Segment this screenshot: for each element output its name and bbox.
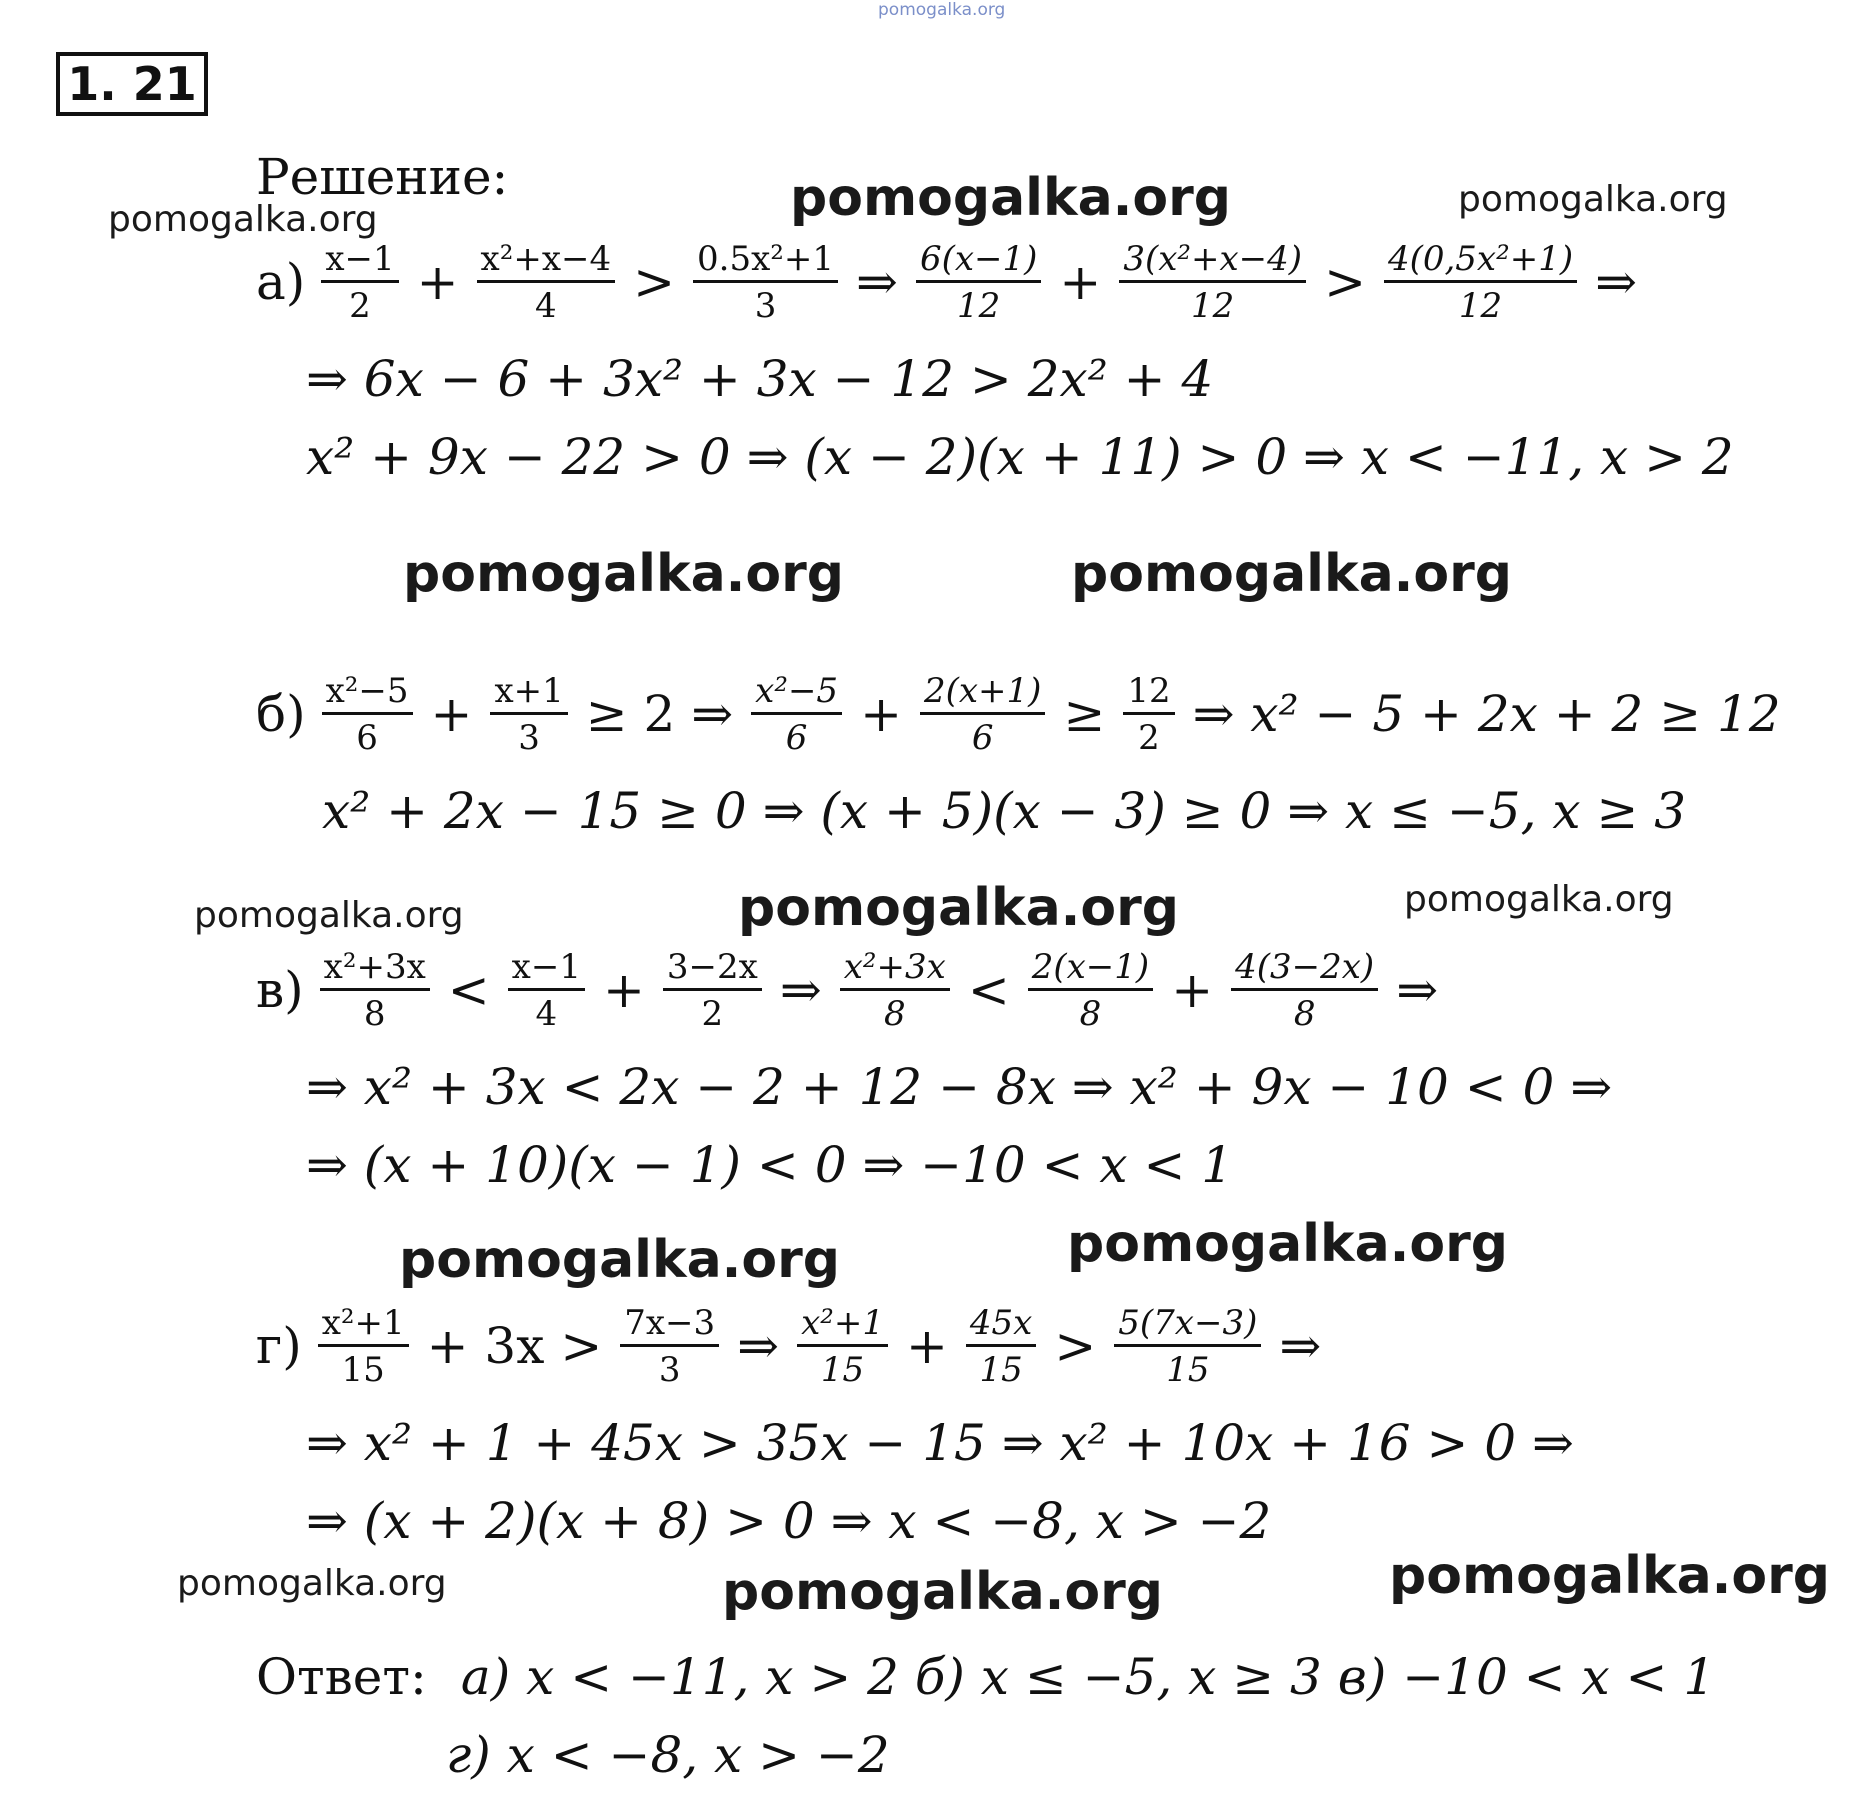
fraction: $\frac{4(3-2x)}{8}$ [1231, 950, 1378, 1031]
implies-arrow: ⇒ [1279, 1317, 1322, 1375]
part-v-line-2: ⇒ x² + 3x < 2x − 2 + 12 − 8x ⇒ x² + 9x − 10 < 0 ⇒ [306, 1058, 1613, 1116]
fraction: $\frac{\text{x²−5}}{6}$ [322, 674, 413, 755]
part-b-line-1 [256, 664, 1791, 764]
operator: < [967, 961, 1010, 1019]
watermark: pomogalka.org [738, 878, 1180, 938]
answer-text: а) x < −11, x > 2 б) x ≤ −5, x ≥ 3 в) −10 < x < 1 [460, 1648, 1716, 1706]
part-v-label: в) [256, 961, 304, 1019]
part-g-line-2: ⇒ x² + 1 + 45x > 35x − 15 ⇒ x² + 10x + 16 > 0 ⇒ [306, 1414, 1574, 1472]
answer-label: Ответ: [256, 1648, 427, 1706]
operator: + [1171, 961, 1214, 1019]
watermark: pomogalka.org [194, 895, 464, 936]
fraction: $\frac{\text{x²+3x}}{8}$ [840, 950, 950, 1031]
implies-arrow: ⇒ [737, 1317, 780, 1375]
problem-number-box [56, 52, 208, 116]
operator: ≥ 2 ⇒ [585, 685, 734, 743]
part-g-label: г) [256, 1317, 302, 1375]
operator: + [1059, 253, 1102, 311]
watermark: pomogalka.org [878, 0, 1006, 20]
fraction: $\frac{\text{x²+1}}{15}$ [318, 1306, 409, 1387]
watermark: pomogalka.org [1404, 879, 1674, 920]
operator: > [1054, 1317, 1097, 1375]
fraction: $\frac{x+1}{3}$ [490, 674, 567, 755]
implies-arrow: ⇒ [1396, 961, 1439, 1019]
watermark: pomogalka.org [1067, 1214, 1509, 1274]
operator: > [633, 253, 676, 311]
implies-arrow: ⇒ [856, 253, 898, 311]
part-g-line-1 [256, 1296, 1331, 1396]
part-a-line-1 [256, 232, 1647, 332]
watermark: pomogalka.org [399, 1230, 841, 1290]
fraction: $\frac{12}{2}$ [1123, 674, 1174, 755]
part-b-line-2: x² + 2x − 15 ≥ 0 ⇒ (x + 5)(x − 3) ≥ 0 ⇒ x ≤ −5, x ≥ 3 [322, 782, 1687, 840]
part-a-line-3: x² + 9x − 22 > 0 ⇒ (x − 2)(x + 11) > 0 ⇒ x < −11, x > 2 [306, 428, 1734, 486]
fraction: $\frac{x-1}{2}$ [321, 242, 398, 323]
fraction: $\frac{\text{3(x²+x−4)}}{12}$ [1119, 242, 1306, 323]
fraction: $\frac{\text{x²+3x}}{8}$ [320, 950, 430, 1031]
operator: + [860, 685, 902, 743]
watermark: pomogalka.org [1071, 544, 1513, 604]
operator: < [447, 961, 490, 1019]
fraction: $\frac{\text{x²+1}}{15}$ [797, 1306, 888, 1387]
watermark: pomogalka.org [790, 168, 1232, 228]
fraction: $\frac{x-1}{4}$ [508, 950, 585, 1031]
watermark: pomogalka.org [722, 1562, 1164, 1622]
fraction: $\frac{\text{4(0,5x²+1)}}{12}$ [1384, 242, 1577, 323]
operator: + [602, 961, 645, 1019]
fraction: $\frac{\text{x²−5}}{6}$ [751, 674, 842, 755]
fraction: $\frac{5(7x-3)}{15}$ [1114, 1306, 1261, 1387]
operator: + 3x > [426, 1317, 603, 1375]
fraction: $\frac{45x}{15}$ [966, 1306, 1036, 1387]
part-v-line-3: ⇒ (x + 10)(x − 1) < 0 ⇒ −10 < x < 1 [306, 1136, 1234, 1194]
fraction: $\frac{\text{0.5x²+1}}{3}$ [693, 242, 838, 323]
expression: ⇒ x² − 5 + 2x + 2 ≥ 12 [1192, 685, 1781, 743]
part-v-line-1 [256, 940, 1448, 1040]
part-a-label: а) [256, 253, 306, 311]
fraction: $\frac{6(x-1)}{12}$ [916, 242, 1041, 323]
operator: + [906, 1317, 948, 1375]
implies-arrow: ⇒ [1595, 253, 1638, 311]
part-a-line-2: ⇒ 6x − 6 + 3x² + 3x − 12 > 2x² + 4 [306, 350, 1214, 408]
operator: ≥ [1063, 685, 1106, 743]
fraction: $\frac{7x-3}{3}$ [620, 1306, 719, 1387]
watermark: pomogalka.org [403, 544, 845, 604]
part-g-line-3: ⇒ (x + 2)(x + 8) > 0 ⇒ x < −8, x > −2 [306, 1492, 1272, 1550]
fraction: $\frac{\text{x²+x−4}}{4}$ [477, 242, 616, 323]
operator: > [1324, 253, 1366, 311]
solution-title: Решение: [256, 148, 509, 206]
answer-line-2: г) x < −8, x > −2 [446, 1726, 890, 1784]
part-b-label: б) [256, 685, 306, 743]
operator: + [416, 253, 459, 311]
problem-number: 1. 21 [67, 57, 197, 111]
watermark: pomogalka.org [177, 1563, 447, 1604]
operator: + [430, 685, 473, 743]
watermark: pomogalka.org [1389, 1546, 1831, 1606]
watermark: pomogalka.org [108, 199, 378, 240]
answer-line-1 [256, 1648, 1716, 1706]
watermark: pomogalka.org [1458, 179, 1728, 220]
fraction: $\frac{2(x+1)}{6}$ [920, 674, 1045, 755]
implies-arrow: ⇒ [779, 961, 822, 1019]
fraction: $\frac{2(x-1)}{8}$ [1028, 950, 1153, 1031]
fraction: $\frac{3-2x}{2}$ [663, 950, 762, 1031]
